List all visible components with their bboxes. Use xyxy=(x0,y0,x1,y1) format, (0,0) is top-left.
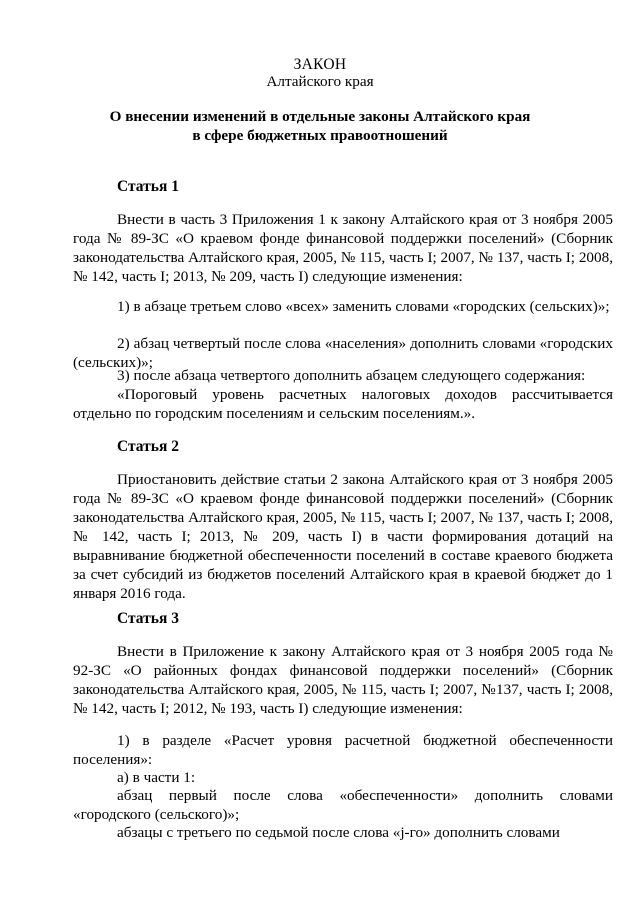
article-3-intro: Внести в Приложение к закону Алтайского края от 3 ноября 2005 года № 92-ЗС «О районных фондах финансовой поддержки поселений» (Сборник законодательства Алтайского края, 2005, № 115, часть I; 2007, №137, часть I; 2008, № 142, часть I; 2012, № 193, часть I) следующие изменения: xyxy=(73,643,613,717)
article-1-item-3-quote: «Пороговый уровень расчетных налоговых доходов рассчитывается отдельно по городским поселениям и сельским поселениям.». xyxy=(73,386,613,422)
article-3-item-1a-paragraph-2: абзацы с третьего по седьмой после слова «j-го» дополнить словами xyxy=(117,824,560,841)
law-region: Алтайского края xyxy=(266,73,374,90)
article-2-heading: Статья 2 xyxy=(117,438,179,455)
article-1-intro: Внести в часть 3 Приложения 1 к закону Алтайского края от 3 ноября 2005 года № 89-ЗС «О краевом фонде финансовой поддержки поселений» (Сборник законодательства Алтайского края, 2005, № 115, часть I; 2007, № 137, часть I; 2008, № 142, часть I; 2013, № 209, часть I) следующие изменения: xyxy=(73,211,613,285)
law-title: ЗАКОН xyxy=(293,56,347,73)
article-2-text: Приостановить действие статьи 2 закона Алтайского края от 3 ноября 2005 года № 89-ЗС «О краевом фонде финансовой поддержки поселений» (Сборник законодательства Алтайского края, 2005, № 115, часть I; 2007, № 137, часть I; 2008, № 142, часть I; 2013, № 209, часть I) в части формирования дотаций на выравнивание бюджетной обеспеченности поселений в составе краевого бюджета за счет субсидий из бюджетов поселений Алтайского края в краевой бюджет до 1 января 2016 года. xyxy=(73,471,613,602)
article-1-heading: Статья 1 xyxy=(117,178,179,195)
article-3-heading: Статья 3 xyxy=(117,610,179,627)
law-subject-line-1: О внесении изменений в отдельные законы Алтайского края xyxy=(109,108,531,125)
article-3-item-1: 1) в разделе «Расчет уровня расчетной бюджетной обеспеченности поселения»: xyxy=(73,732,613,768)
law-subject xyxy=(0,107,640,145)
article-3-item-1a: а) в части 1: xyxy=(117,769,196,786)
article-1-item-1: 1) в абзаце третьем слово «всех» заменить словами «городских (сельских)»; xyxy=(117,298,610,315)
article-3-item-1a-paragraph-1: абзац первый после слова «обеспеченности» дополнить словами «городского (сельского)»; xyxy=(73,787,613,823)
article-1-item-2: 2) абзац четвертый после слова «населения» дополнить словами «городских (сельских)»; xyxy=(73,335,613,371)
article-1-item-3: 3) после абзаца четвертого дополнить абзацем следующего содержания: xyxy=(117,367,586,384)
law-subject-line-2: в сфере бюджетных правоотношений xyxy=(192,127,448,144)
